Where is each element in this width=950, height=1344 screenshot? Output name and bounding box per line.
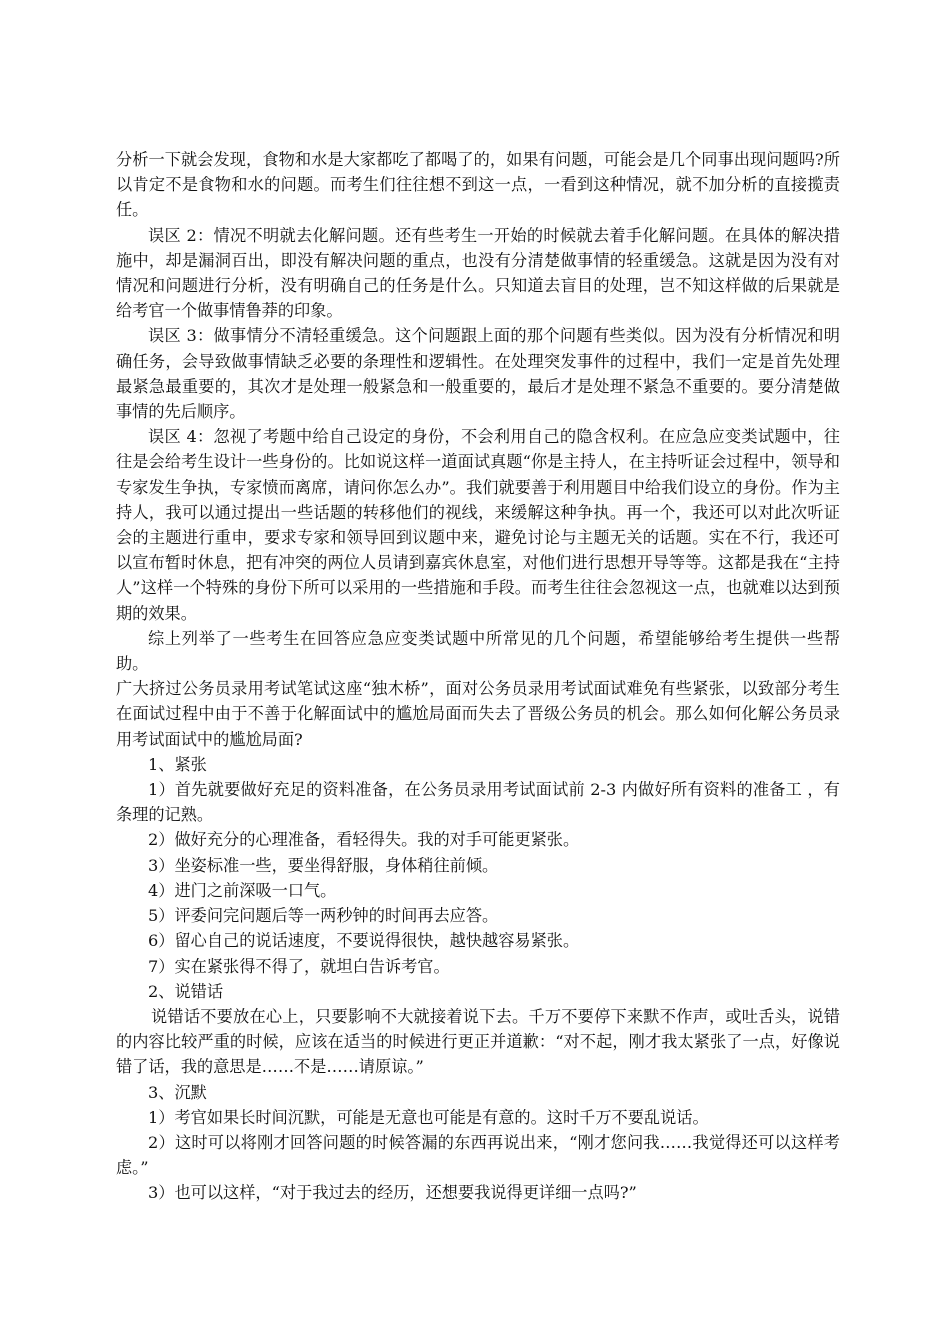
paragraph-mistake-2: 误区 2：情况不明就去化解问题。还有些考生一开始的时候就去着手化解问题。在具体的解决措施中，却是漏洞百出，即没有解决问题的重点，也没有分清楚做事情的轻重缓急。这就是因为没有对情况和问题进行分析，没有明确自己的任务是什么。只知道去盲目的处理，岂不知这样做的后果就是给考官一个做事情鲁莽的印象。: [116, 225, 840, 321]
list-item-nervous-4: 4）进门之前深吸一口气。: [148, 880, 337, 900]
list-item-nervous-6: 6）留心自己的说话速度，不要说得很快，越快越容易紧张。: [148, 931, 580, 951]
paragraph-interview-intro: 广大挤过公务员录用考试笔试这座“独木桥”，面对公务员录用考试面试难免有些紧张，以致部分考生在面试过程中由于不善于化解面试中的尴尬局面而失去了晋级公务员的机会。那么如何化解公务员录用考试面试中的尴尬局面?: [116, 679, 840, 749]
list-item-silence-1: 1）考官如果长时间沉默，可能是无意也可能是有意的。这时千万不要乱说话。: [148, 1107, 709, 1127]
paragraph-mistake-3: 误区 3：做事情分不清轻重缓急。这个问题跟上面的那个问题有些类似。因为没有分析情况和明确任务，会导致做事情缺乏必要的条理性和逻辑性。在处理突发事件的过程中，我们一定是首先处理最紧急最重要的，其次才是处理一般紧急和一般重要的，最后才是处理不紧急不重要的。要分清楚做事情的先后顺序。: [116, 326, 840, 422]
list-item-nervous-2: 2）做好充分的心理准备，看轻得失。我的对手可能更紧张。: [148, 830, 580, 850]
list-item-silence-2: 2）这时可以将刚才回答问题的时候答漏的东西再说出来，“刚才您问我……我觉得还可以这样考虑。”: [116, 1132, 840, 1178]
section-heading-misspeak: 2、说错话: [148, 981, 224, 1001]
list-item-silence-3: 3）也可以这样，“对于我过去的经历，还想要我说得更详细一点吗?”: [148, 1183, 637, 1203]
list-item-nervous-5: 5）评委问完问题后等一两秒钟的时间再去应答。: [148, 906, 499, 926]
list-item-nervous-7: 7）实在紧张得不得了，就坦白告诉考官。: [148, 956, 450, 976]
list-item-nervous-3: 3）坐姿标准一些，要坐得舒服，身体稍往前倾。: [148, 855, 499, 875]
section-heading-silence: 3、沉默: [148, 1082, 207, 1102]
paragraph-misspeak: 说错话不要放在心上，只要影响不大就接着说下去。千万不要停下来默不作声，或吐舌头，说错的内容比较严重的时候，应该在适当的时候进行更正并道歉：“对不起，刚才我太紧张了一点，好像说错了话，我的意思是……不是……请原谅。”: [116, 1006, 840, 1077]
list-item-nervous-1: 1）首先就要做好充足的资料准备，在公务员录用考试面试前 2-3 内做好所有资料的准备工 ，有条理的记熟。: [116, 780, 840, 825]
section-heading-nervous: 1、紧张: [148, 754, 207, 774]
paragraph-mistake-4: 误区 4：忽视了考题中给自己设定的身份，不会利用自己的隐含权利。在应急应变类试题中，往往是会给考生设计一些身份的。比如说这样一道面试真题“你是主持人，在主持听证会过程中，领导和专家发生争执，专家愤而离席，请问你怎么办”。我们就要善于利用题目中给我们设立的身份。作为主持人，我可以通过提出一些话题的转移他们的视线，来缓解这种争执。再一个，我还可以对此次听证会的主题进行重申，要求专家和领导回到议题中来，避免讨论与主题无关的话题。实在不行，我还可以宣布暂时休息，把有冲突的两位人员请到嘉宾休息室，对他们进行思想开导等等。这都是我在“主持人”这样一个特殊的身份下所可以采用的一些措施和手段。而考生往往会忽视这一点，也就难以达到预期的效果。: [116, 427, 840, 623]
paragraph-summary: 综上列举了一些考生在回答应急应变类试题中所常见的几个问题，希望能够给考生提供一些帮助。: [116, 628, 840, 674]
paragraph-intro-continued: 分析一下就会发现，食物和水是大家都吃了都喝了的，如果有问题，可能会是几个同事出现问题吗?所以肯定不是食物和水的问题。而考生们往往想不到这一点，一看到这种情况，就不加分析的直接揽责任。: [116, 150, 840, 220]
